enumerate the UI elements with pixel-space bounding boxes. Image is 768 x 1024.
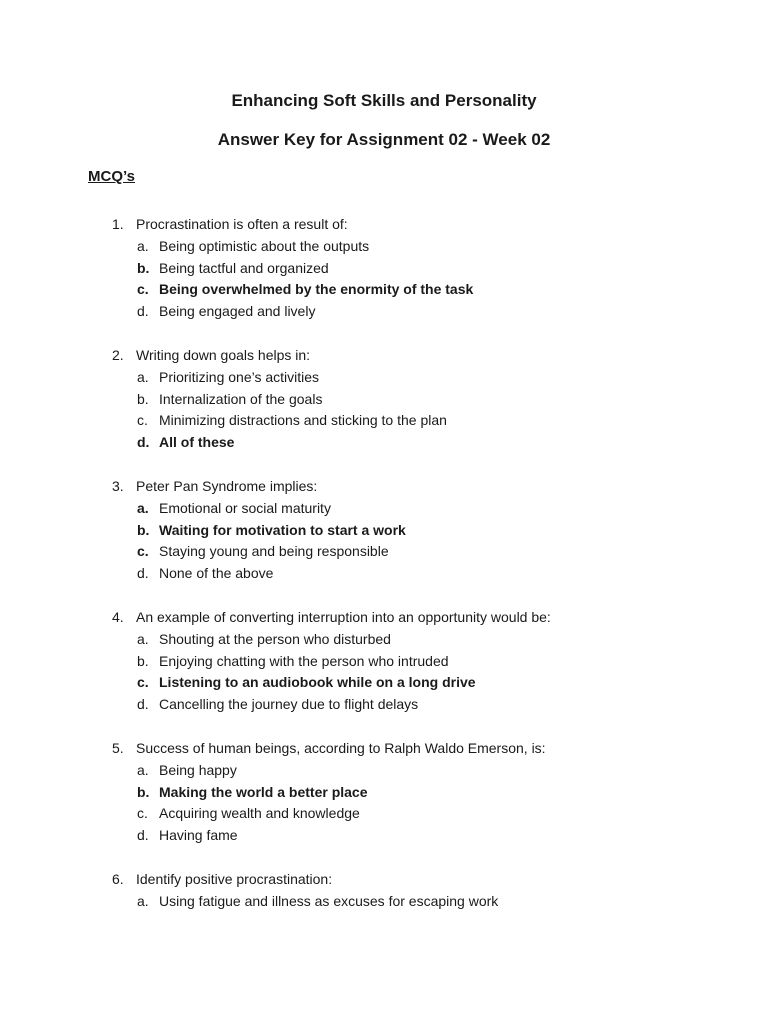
option-row [112,301,728,323]
option-label: c. [137,805,148,822]
question [112,345,728,454]
option-label: b. [137,259,150,276]
question-text: Procrastination is often a result of: [136,216,348,232]
question-number: 5. [112,739,124,756]
option-text: Minimizing distractions and sticking to the plan [159,412,447,429]
document-title: Enhancing Soft Skills and Personality [231,91,537,110]
option-row [112,236,728,258]
question-row [112,345,728,367]
question-row [112,869,728,891]
question-text: Success of human beings, according to Ralph Waldo Emerson, is: [136,739,546,756]
question-text: Writing down goals helps in: [136,346,311,363]
question [112,607,728,716]
option-label: c. [137,674,149,691]
option-label: c. [137,543,149,560]
option-text: Emotional or social maturity [159,499,331,516]
question-text: An example of converting interruption into an opportunity would be: [136,608,551,625]
question [112,738,728,847]
option-row [112,891,728,913]
option-label: a. [137,892,149,909]
option-row [112,651,728,673]
option-label: d. [137,565,149,582]
question [112,476,728,585]
option-text: None of the above [159,565,274,582]
option-text: Listening to an audiobook while on a long drive [159,674,476,691]
question-number: 1. [112,216,124,232]
option-text: Being tactful and organized [159,259,329,276]
option-row [112,520,728,542]
option-text: Staying young and being responsible [159,543,389,560]
option-row [112,279,728,301]
option-text: Shouting at the person who disturbed [159,630,391,647]
option-text: Being engaged and lively [159,303,316,320]
option-text: Being optimistic about the outputs [159,237,370,254]
option-row [112,694,728,716]
option-text: Being overwhelmed by the enormity of the task [159,281,474,298]
option-row [112,389,728,411]
question-text: Identify positive procrastination: [136,870,333,887]
question-number: 4. [112,608,124,625]
question-text: Peter Pan Syndrome implies: [136,477,318,494]
option-row [112,432,728,454]
question-row [112,738,728,760]
option-row [112,782,728,804]
option-row [112,629,728,651]
option-text: Enjoying chatting with the person who intruded [159,652,449,669]
option-label: a. [137,237,149,254]
option-row [112,760,728,782]
question [112,214,728,323]
option-row [112,541,728,563]
option-label: d. [137,303,149,320]
option-label: c. [137,412,148,429]
option-label: a. [137,630,149,647]
option-label: b. [137,521,150,538]
option-row [112,825,728,847]
option-label: b. [137,783,150,800]
option-row [112,367,728,389]
option-text: Making the world a better place [159,783,368,800]
section-heading: MCQ’s [88,168,135,185]
option-label: d. [137,696,149,713]
question-number: 6. [112,870,124,887]
option-label: a. [137,499,149,516]
question-row [112,214,728,236]
option-row [112,258,728,280]
question-number: 3. [112,477,124,494]
option-label: d. [137,434,150,451]
question-list [0,214,768,913]
option-label: a. [137,368,149,385]
document-subtitle: Answer Key for Assignment 02 - Week 02 [217,130,551,149]
option-label: c. [137,281,149,298]
option-text: Prioritizing one’s activities [159,368,320,385]
option-label: b. [137,652,149,669]
option-text: Using fatigue and illness as excuses for escaping work [159,892,499,909]
option-text: Waiting for motivation to start a work [159,521,406,538]
option-row [112,672,728,694]
option-text: All of these [159,434,235,451]
option-label: d. [137,827,149,844]
option-text: Being happy [159,761,237,778]
option-text: Having fame [159,827,238,844]
option-row [112,803,728,825]
question-row [112,476,728,498]
question [112,869,728,913]
option-text: Acquiring wealth and knowledge [159,805,360,822]
question-number: 2. [112,346,124,363]
question-row [112,607,728,629]
option-row [112,410,728,432]
option-text: Internalization of the goals [159,390,323,407]
option-label: a. [137,761,149,778]
option-row [112,498,728,520]
option-text: Cancelling the journey due to flight delays [159,696,419,713]
option-label: b. [137,390,149,407]
option-row [112,563,728,585]
